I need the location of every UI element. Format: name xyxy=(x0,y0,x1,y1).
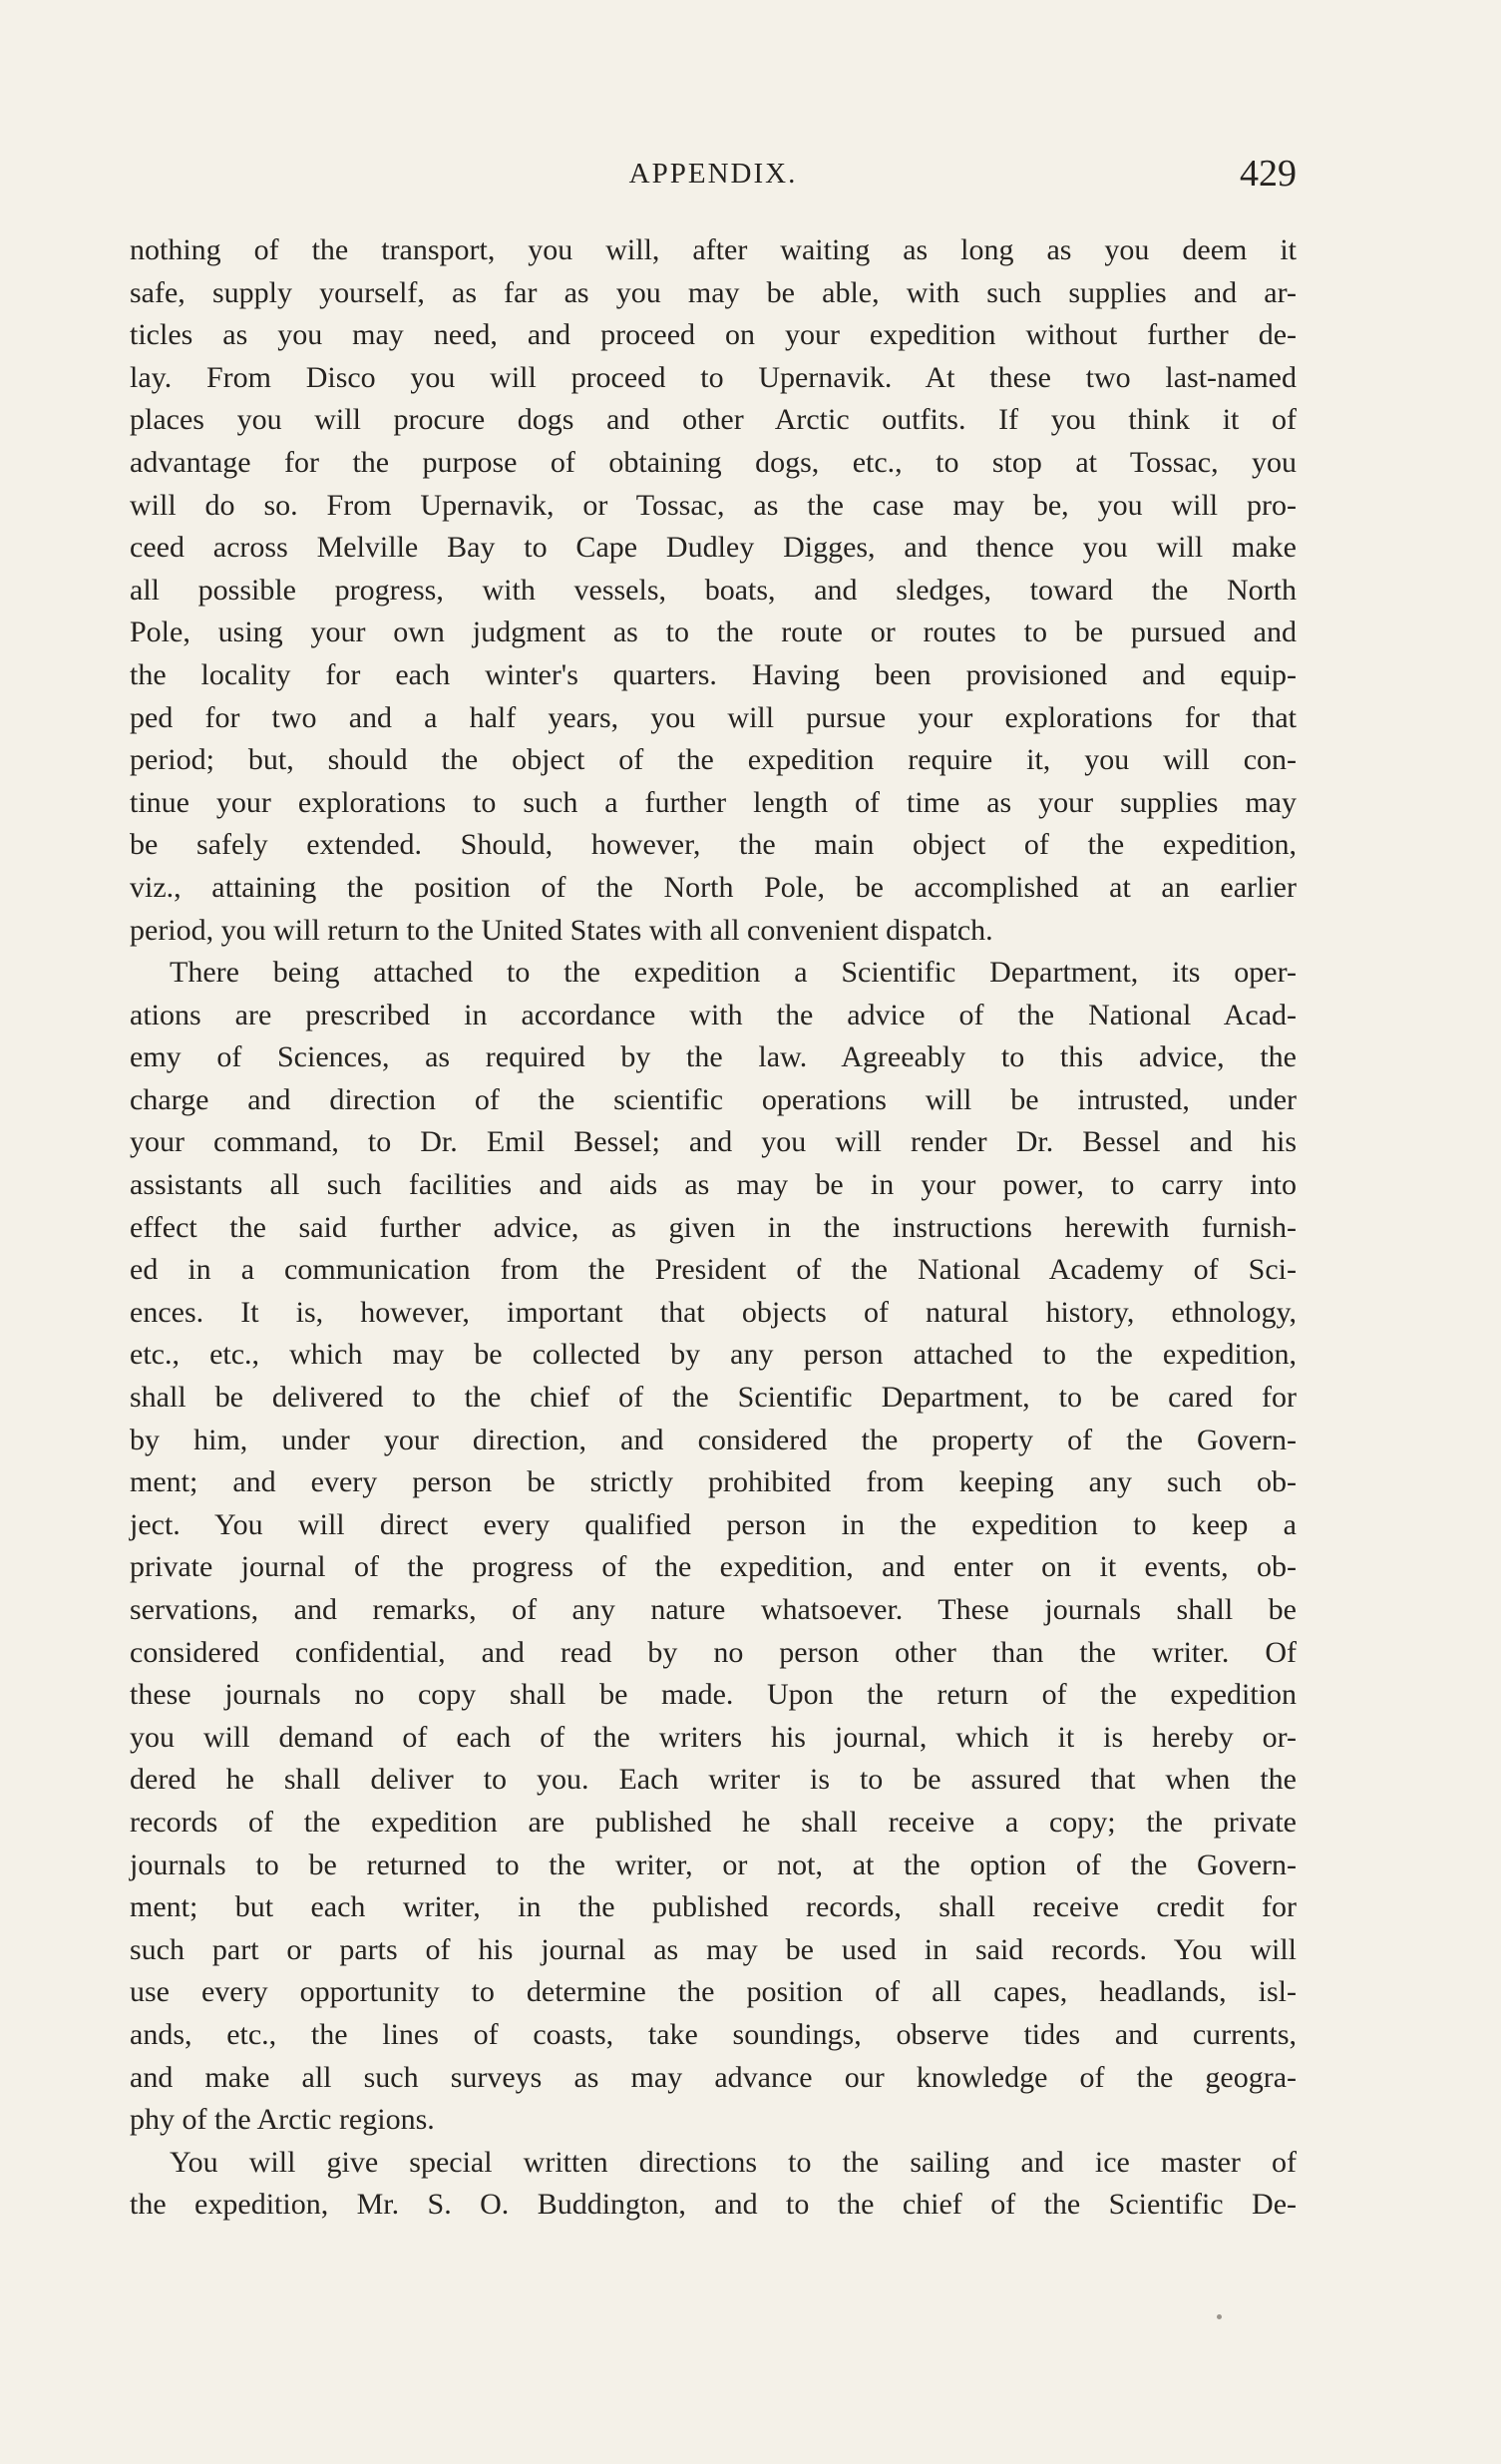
running-head xyxy=(130,152,1297,202)
body-text xyxy=(130,229,1297,2227)
text-line: ed in a communication from the President of the National Academy of Sci- xyxy=(130,1253,1297,1287)
text-line: effect the said further advice, as given in the instructions herewith furnish- xyxy=(130,1210,1297,1244)
text-line: viz., attaining the position of the North Pole, be accomplished at an earlier xyxy=(130,870,1297,904)
text-line: records of the expedition are published he shall receive a copy; the private xyxy=(130,1805,1297,1839)
text-line: phy of the Arctic regions. xyxy=(130,2103,435,2137)
text-line: nothing of the transport, you will, after waiting as long as you deem it xyxy=(130,233,1297,266)
text-line: shall be delivered to the chief of the Scientific Department, to be cared for xyxy=(130,1381,1297,1415)
text-line: emy of Sciences, as required by the law. Agreeably to this advice, the xyxy=(130,1040,1297,1074)
text-line: be safely extended. Should, however, the main object of the expedition, xyxy=(130,828,1297,862)
text-line: period, you will return to the United States with all convenient dispatch. xyxy=(130,913,993,947)
running-head-title: APPENDIX. xyxy=(628,158,798,190)
text-line: ands, etc., the lines of coasts, take soundings, observe tides and currents, xyxy=(130,2017,1297,2051)
text-line: these journals no copy shall be made. Upon the return of the expedition xyxy=(130,1678,1297,1712)
text-line: you will demand of each of the writers his journal, which it is hereby or- xyxy=(130,1720,1297,1754)
text-line: lay. From Disco you will proceed to Upernavik. At these two last-named xyxy=(130,360,1297,394)
text-line: Pole, using your own judgment as to the route or routes to be pursued and xyxy=(130,616,1297,649)
text-line: by him, under your direction, and considered the property of the Govern- xyxy=(130,1423,1297,1456)
text-line: There being attached to the expedition a Scientific Department, its oper- xyxy=(170,956,1297,990)
paragraph-3 xyxy=(130,2142,1297,2227)
text-line: ped for two and a half years, you will pursue your explorations for that xyxy=(130,700,1297,734)
text-line: and make all such surveys as may advance our knowledge of the geogra- xyxy=(130,2060,1297,2094)
text-line: ations are prescribed in accordance with the advice of the National Acad- xyxy=(130,998,1297,1031)
text-line: assistants all such facilities and aids as may be in your power, to carry into xyxy=(130,1168,1297,1202)
text-line: the locality for each winter's quarters. Having been provisioned and equip- xyxy=(130,657,1297,691)
text-line: safe, supply yourself, as far as you may be able, with such supplies and ar- xyxy=(130,275,1297,309)
text-line: ences. It is, however, important that objects of natural history, ethnology, xyxy=(130,1295,1297,1329)
text-line: the expedition, Mr. S. O. Buddington, and to the chief of the Scientific De- xyxy=(130,2188,1297,2222)
text-line: journals to be returned to the writer, or not, at the option of the Govern- xyxy=(130,1848,1297,1881)
text-line: ment; but each writer, in the published records, shall receive credit for xyxy=(130,1890,1297,1924)
text-line: dered he shall deliver to you. Each writer is to be assured that when the xyxy=(130,1763,1297,1797)
text-line: considered confidential, and read by no person other than the writer. Of xyxy=(130,1635,1297,1669)
text-line: advantage for the purpose of obtaining dogs, etc., to stop at Tossac, you xyxy=(130,445,1297,479)
page-number: 429 xyxy=(1240,153,1297,195)
text-line: ceed across Melville Bay to Cape Dudley Digges, and thence you will make xyxy=(130,531,1297,565)
text-line: your command, to Dr. Emil Bessel; and you will render Dr. Bessel and his xyxy=(130,1125,1297,1159)
text-line: servations, and remarks, of any nature whatsoever. These journals shall be xyxy=(130,1593,1297,1626)
text-line: charge and direction of the scientific operations will be intrusted, under xyxy=(130,1082,1297,1116)
text-line: tinue your explorations to such a further length of time as your supplies may xyxy=(130,785,1297,819)
paragraph-1 xyxy=(130,229,1297,952)
paragraph-2 xyxy=(130,952,1297,2142)
text-line: places you will procure dogs and other Arctic outfits. If you think it of xyxy=(130,403,1297,437)
text-line: period; but, should the object of the expedition require it, you will con- xyxy=(130,743,1297,777)
text-line: ment; and every person be strictly prohibited from keeping any such ob- xyxy=(130,1465,1297,1499)
text-line: ticles as you may need, and proceed on your expedition without further de- xyxy=(130,318,1297,352)
text-line: You will give special written directions to the sailing and ice master of xyxy=(170,2145,1297,2179)
text-line: ject. You will direct every qualified person in the expedition to keep a xyxy=(130,1507,1297,1541)
text-line: private journal of the progress of the expedition, and enter on it events, ob- xyxy=(130,1550,1297,1584)
ink-speck xyxy=(1217,2314,1222,2319)
text-line: all possible progress, with vessels, boats, and sledges, toward the North xyxy=(130,573,1297,607)
text-line: will do so. From Upernavik, or Tossac, as the case may be, you will pro- xyxy=(130,488,1297,522)
text-line: use every opportunity to determine the position of all capes, headlands, isl- xyxy=(130,1975,1297,2009)
text-line: etc., etc., which may be collected by any person attached to the expedition, xyxy=(130,1338,1297,1372)
text-line: such part or parts of his journal as may be used in said records. You will xyxy=(130,1932,1297,1966)
